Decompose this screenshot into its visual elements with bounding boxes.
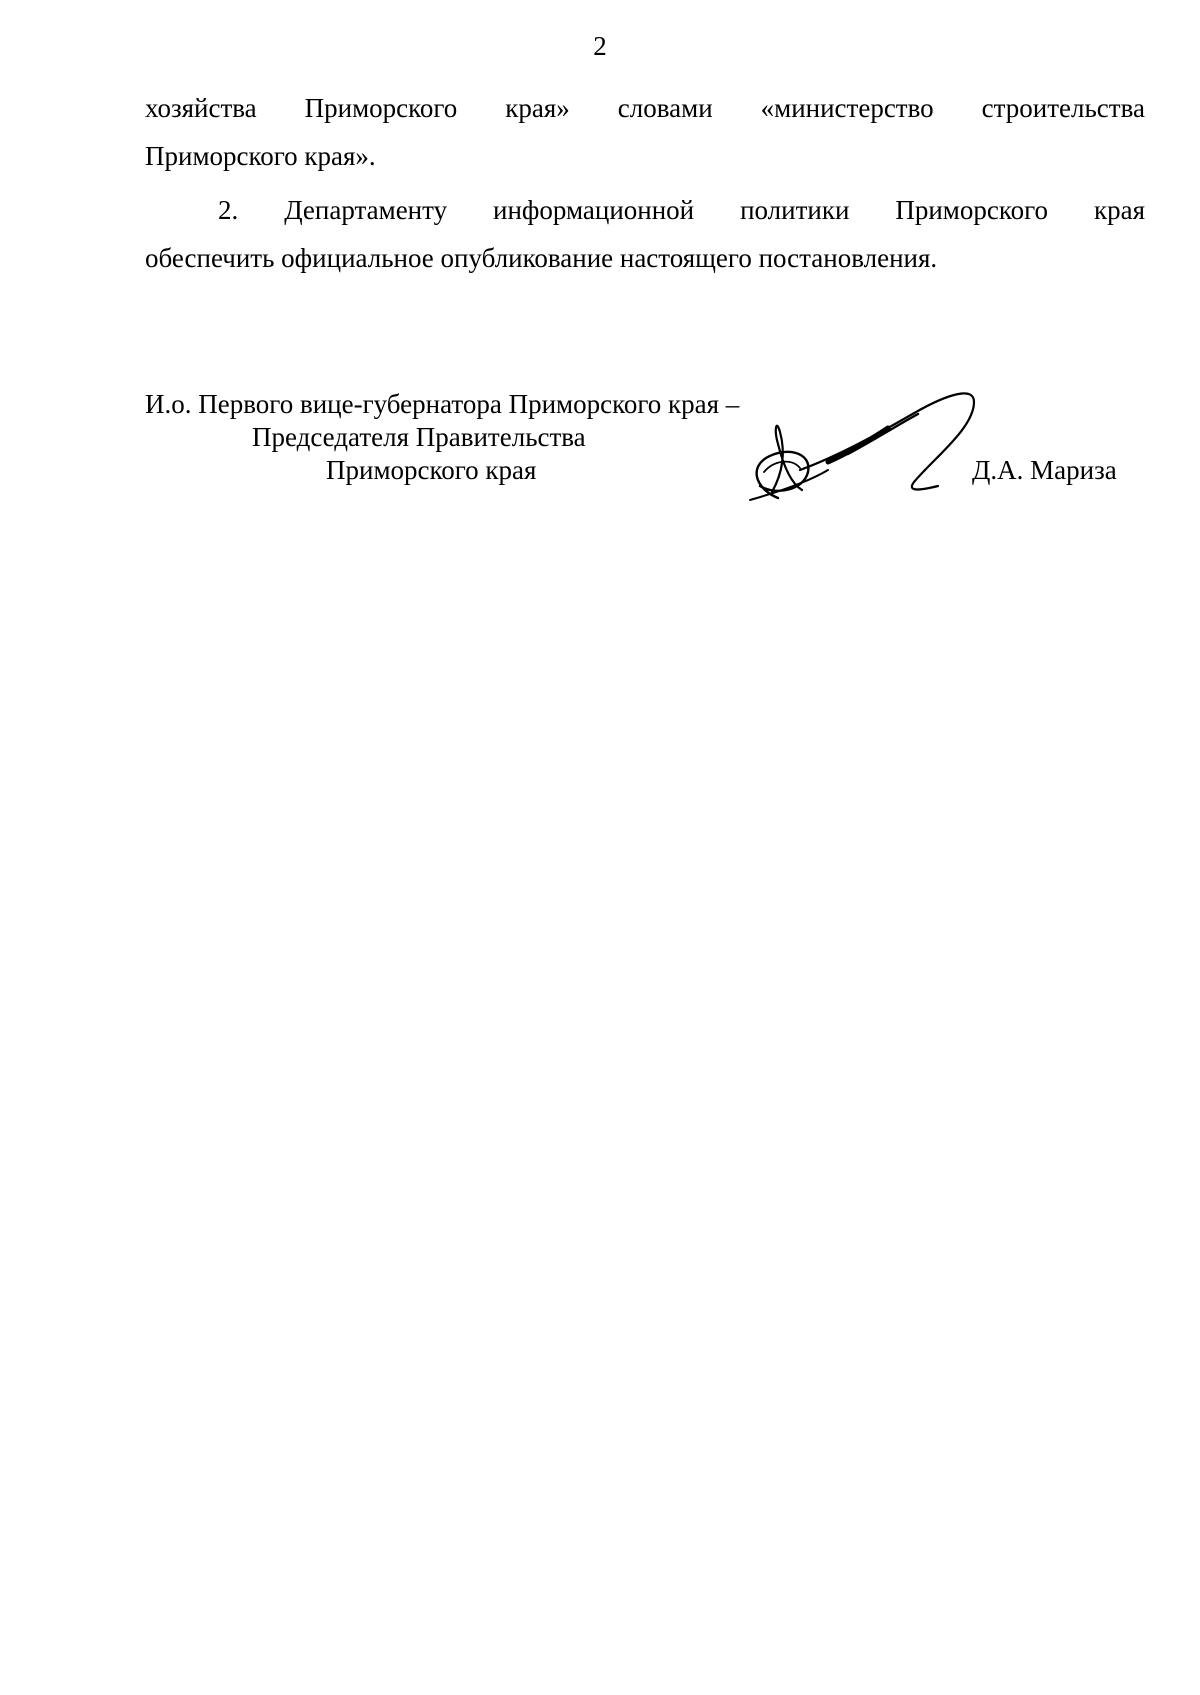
paragraph-1-line-1 [145, 84, 1145, 132]
paragraph-2-line-2: обеспечить официальное опубликование настоящего постановления. [145, 243, 938, 273]
position-line-1: И.о. Первого вице-губернатора Приморского края – [145, 389, 740, 419]
paragraph-1-line-2: Приморского края». [145, 141, 376, 171]
word: хозяйства [145, 93, 257, 123]
paragraph-number: 2. [218, 195, 239, 225]
word: Приморского [895, 195, 1049, 225]
word: края» [505, 93, 570, 123]
signatory-position [145, 388, 739, 487]
word: края [1093, 195, 1145, 225]
page-number: 2 [593, 31, 607, 61]
paragraph-2-line-1 [145, 186, 1145, 234]
paragraph-2 [145, 186, 1145, 282]
signer-name: Д.А. Мариза [972, 455, 1117, 485]
word: словами [617, 93, 713, 123]
handwritten-signature-icon [738, 388, 1000, 508]
paragraph-1 [145, 84, 1145, 180]
word: строительства [981, 93, 1145, 123]
word: Департаменту [284, 195, 448, 225]
word: информационной [493, 195, 695, 225]
position-line-3: Приморского края [326, 455, 537, 485]
word: «министерство [760, 93, 934, 123]
position-line-2: Председателя Правительства [252, 422, 586, 452]
word: Приморского [304, 93, 458, 123]
word: политики [740, 195, 850, 225]
